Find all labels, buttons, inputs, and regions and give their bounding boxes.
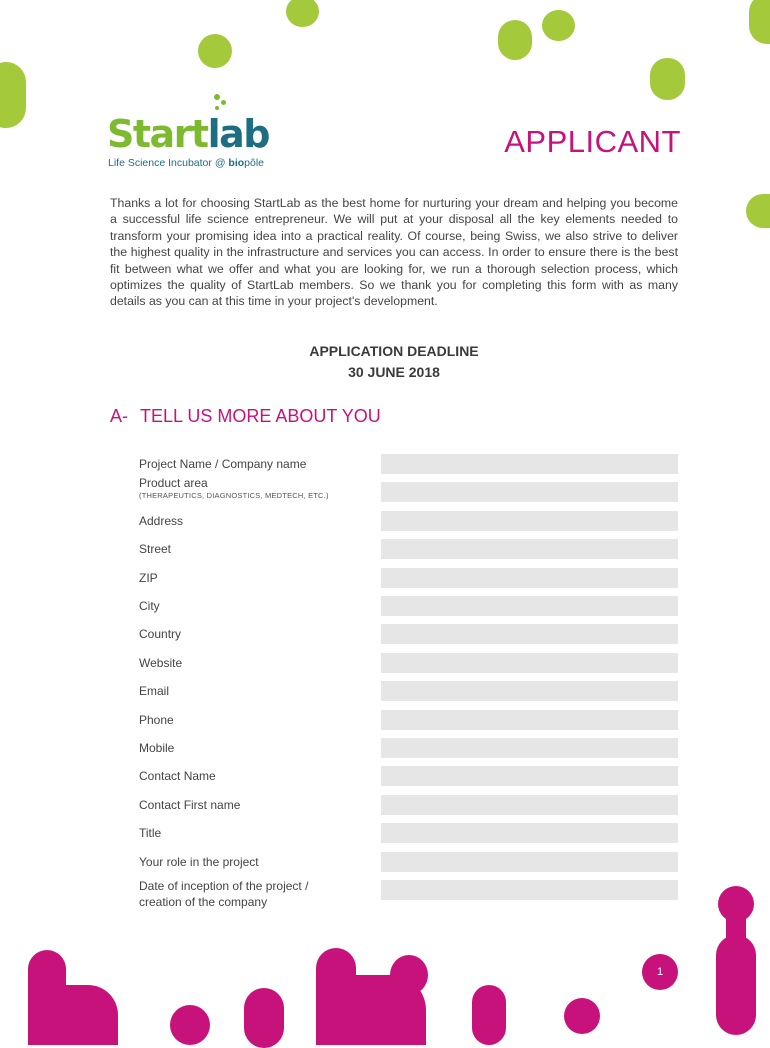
page-number: 1 <box>642 954 678 990</box>
field-label <box>139 713 359 728</box>
text-field[interactable] <box>381 568 678 588</box>
field-label-text: Country <box>139 627 182 642</box>
text-field[interactable] <box>381 766 678 786</box>
text-field[interactable] <box>381 852 678 872</box>
field-label <box>139 741 359 756</box>
text-field[interactable] <box>381 454 678 474</box>
text-field[interactable] <box>381 681 678 701</box>
logo-bubble <box>214 94 220 100</box>
field-label <box>139 627 359 642</box>
decor-blob <box>472 985 506 1045</box>
field-label <box>139 457 359 472</box>
text-field[interactable] <box>381 795 678 815</box>
deadline-date: 30 JUNE 2018 <box>348 364 440 380</box>
deadline-label: APPLICATION DEADLINE <box>309 343 479 359</box>
decor-bubble <box>746 194 770 228</box>
field-label <box>139 855 359 870</box>
field-label <box>139 656 359 671</box>
logo-tagline: Life Science Incubator @ biopôle <box>108 157 265 169</box>
field-label-text: Project Name / Company name <box>139 457 307 471</box>
field-label-text: Email <box>139 684 170 699</box>
field-label <box>139 684 359 699</box>
decor-bubble <box>542 10 575 41</box>
decor-blob <box>716 935 756 1035</box>
decor-bubble <box>198 34 232 68</box>
logo-bubble <box>215 106 219 110</box>
decor-bubble <box>0 62 26 128</box>
section-heading <box>110 406 381 427</box>
text-field[interactable] <box>381 738 678 758</box>
field-label <box>139 769 359 784</box>
field-label <box>139 571 359 586</box>
logo-wordmark: Startlab <box>107 112 269 156</box>
page-title: APPLICANT <box>504 124 681 159</box>
field-label-text: Title <box>139 826 162 841</box>
field-label-text: Phone <box>139 712 174 727</box>
field-label-text: ZIP <box>139 570 158 585</box>
decor-bubble <box>650 58 685 100</box>
text-field[interactable] <box>381 710 678 730</box>
decor-blob <box>170 1005 210 1045</box>
field-label-text: Contact First name <box>139 797 241 812</box>
section-number: A- <box>110 406 128 426</box>
decor-bubble <box>498 20 532 60</box>
field-label <box>139 599 359 614</box>
field-label-text: Address <box>139 513 184 528</box>
field-label-text: Website <box>139 655 183 670</box>
text-field[interactable] <box>381 880 678 900</box>
application-deadline <box>110 341 678 383</box>
text-field[interactable] <box>381 624 678 644</box>
field-label <box>139 476 359 500</box>
text-field[interactable] <box>381 653 678 673</box>
text-field[interactable] <box>381 823 678 843</box>
text-field[interactable] <box>381 482 678 502</box>
field-label <box>139 878 349 910</box>
text-field[interactable] <box>381 511 678 531</box>
field-label <box>139 514 359 529</box>
decor-bubble <box>286 0 319 27</box>
field-label <box>139 826 359 841</box>
field-label-text: Your role in the project <box>139 854 259 869</box>
decor-blob <box>564 998 600 1034</box>
field-label-text: Date of inception of the project / creation of the company <box>139 879 309 909</box>
field-label <box>139 798 359 813</box>
text-field[interactable] <box>381 539 678 559</box>
decor-bubble <box>749 0 770 44</box>
decor-blob <box>390 955 428 995</box>
startlab-logo <box>107 94 297 174</box>
field-label-text: Street <box>139 542 172 557</box>
field-label-text: Contact Name <box>139 769 216 784</box>
field-label-text: City <box>139 599 160 613</box>
intro-paragraph: Thanks a lot for choosing StartLab as the best home for nurturing your dream and helping you become a successful life science entrepreneur. We will put at your disposal all the key elements needed to transform your promising idea into a practical reality. Of course, being Swiss, we also strive to deliver the highest quality in the infrastructure and services you can access. In order to ensure there is the best fit between what we offer and what you are looking for, we run a thorough selection process, which optimizes the quality of StartLab members. So we thank you for completing this form with as many details as you can at this time in your project's development. <box>110 196 678 309</box>
section-title: TELL US MORE ABOUT YOU <box>140 406 381 426</box>
text-field[interactable] <box>381 596 678 616</box>
decor-blob <box>244 988 284 1048</box>
field-label-text: Product area <box>139 476 208 491</box>
logo-bubble <box>221 100 226 105</box>
decor-blob <box>28 985 118 1045</box>
field-label-text: Mobile <box>139 741 175 755</box>
field-label <box>139 542 359 557</box>
field-note: (THERAPEUTICS, DIAGNOSTICS, MEDTECH, ETC.) <box>139 491 329 501</box>
